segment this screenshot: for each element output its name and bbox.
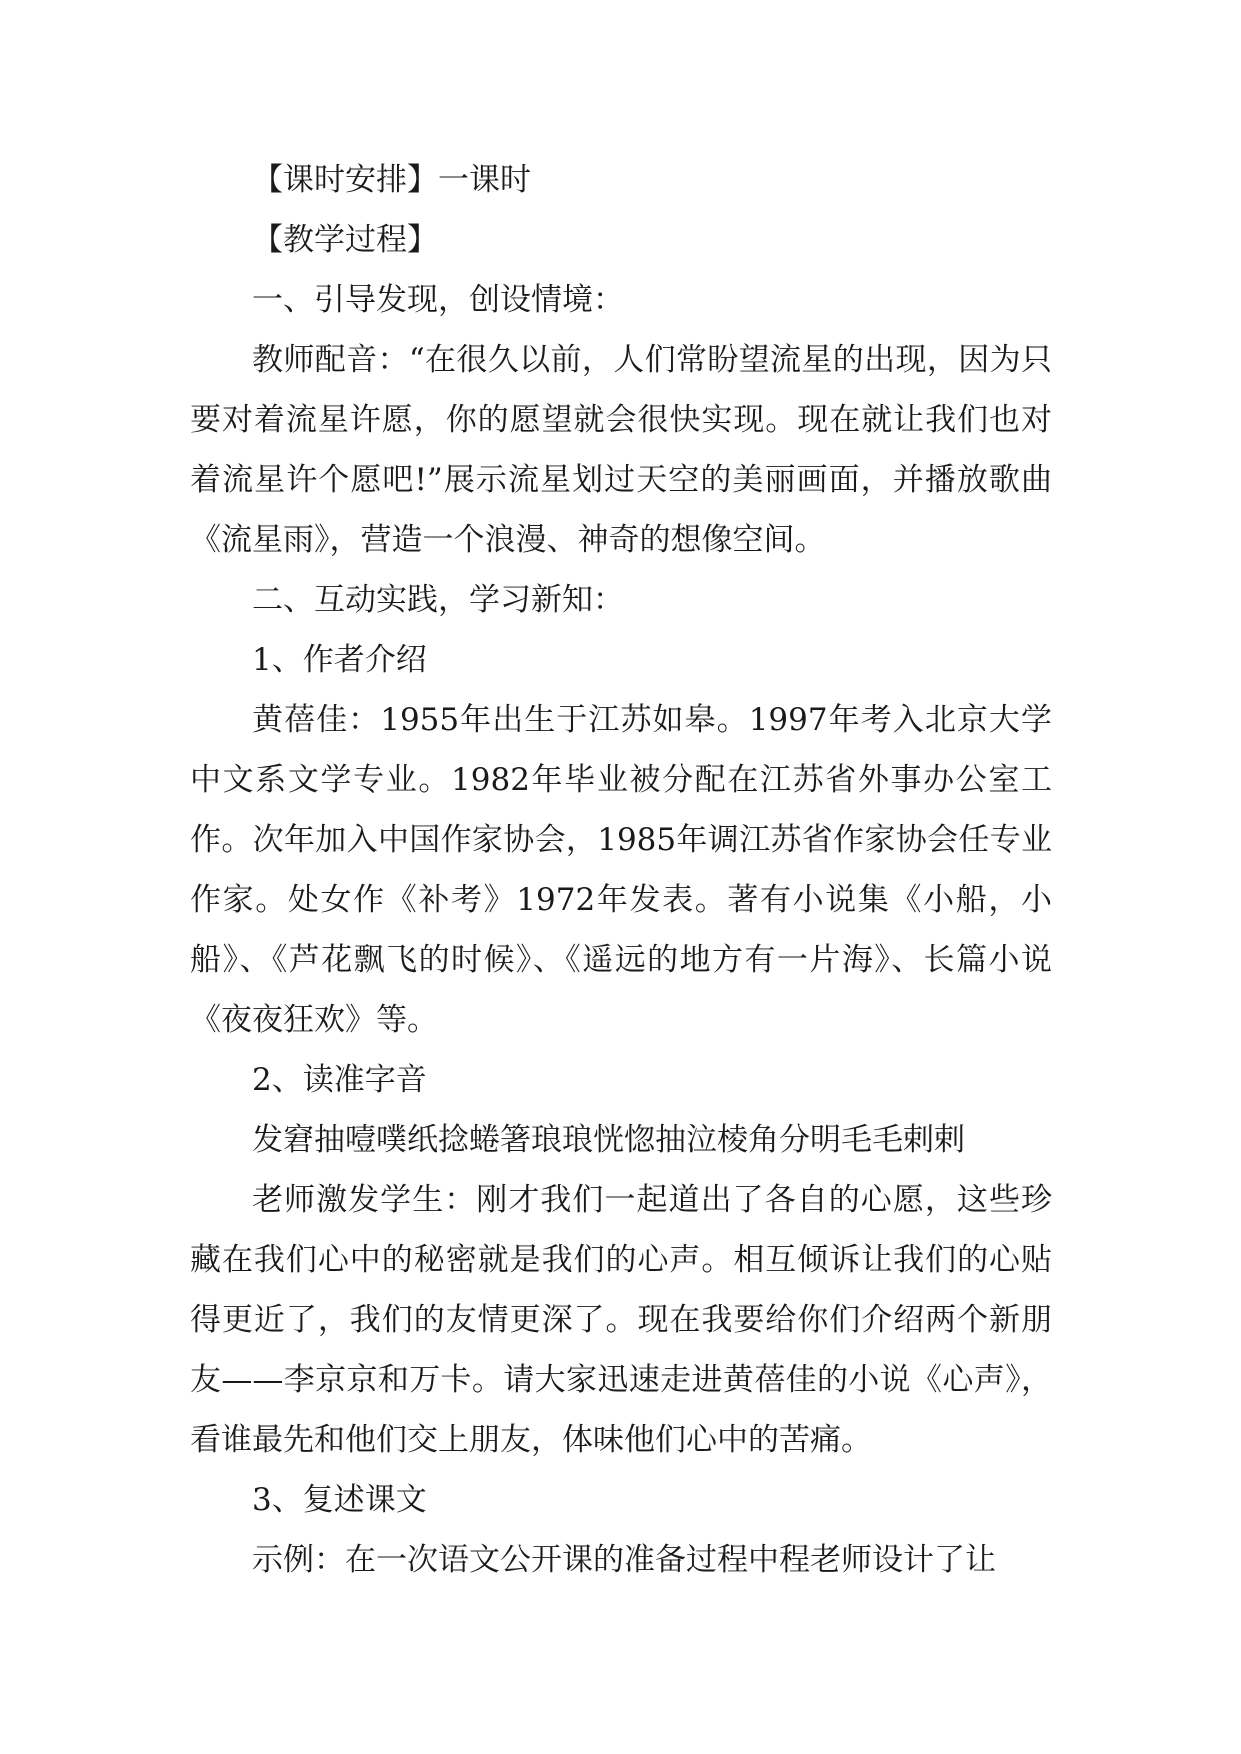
example-paragraph: 示例：在一次语文公开课的准备过程中程老师设计了让 [252,1542,996,1578]
author-intro-heading: 1、作者介绍 [252,642,427,678]
pronunciation-heading: 2、读准字音 [252,1062,427,1098]
teacher-motivation-paragraph: 老师激发学生：刚才我们一起道出了各自的心愿，这些珍藏在我们心中的秘密就是我们的心声。相互倾诉让我们的心贴得更近了，我们的友情更深了。现在我要给你们介绍两个新朋友——李京京和万卡。请大家迅速走进黄蓓佳的小说《心声》，看谁最先和他们交上朋友，体味他们心中的苦痛。 [190,1182,1052,1458]
teacher-voiceover-paragraph: 教师配音：“在很久以前，人们常盼望流星的出现，因为只要对着流星许愿，你的愿望就会很快实现。现在就让我们也对着流星许个愿吧!”展示流星划过天空的美丽画面，并播放歌曲《流星雨》，营造一个浪漫、神奇的想像空间。 [190,342,1052,558]
vocabulary-list: 发窘抽噎噗纸捻蜷箸琅琅恍惚抽泣棱角分明毛毛剌剌 [252,1122,965,1158]
lesson-schedule-heading: 【课时安排】一课时 [252,162,531,198]
retell-heading: 3、复述课文 [252,1482,427,1518]
section-two-heading: 二、互动实践，学习新知： [252,582,624,618]
document-page [190,150,1052,1590]
section-one-heading: 一、引导发现，创设情境： [252,282,624,318]
author-bio-paragraph: 黄蓓佳：1955年出生于江苏如皋。1997年考入北京大学中文系文学专业。1982年毕业被分配在江苏省外事办公室工作。次年加入中国作家协会，1985年调江苏省作家协会任专业作家。处女作《补考》1972年发表。著有小说集《小船，小船》、《芦花飘飞的时候》、《遥远的地方有一片海》、长篇小说《夜夜狂欢》等。 [190,702,1052,1038]
teaching-process-heading: 【教学过程】 [252,222,438,258]
